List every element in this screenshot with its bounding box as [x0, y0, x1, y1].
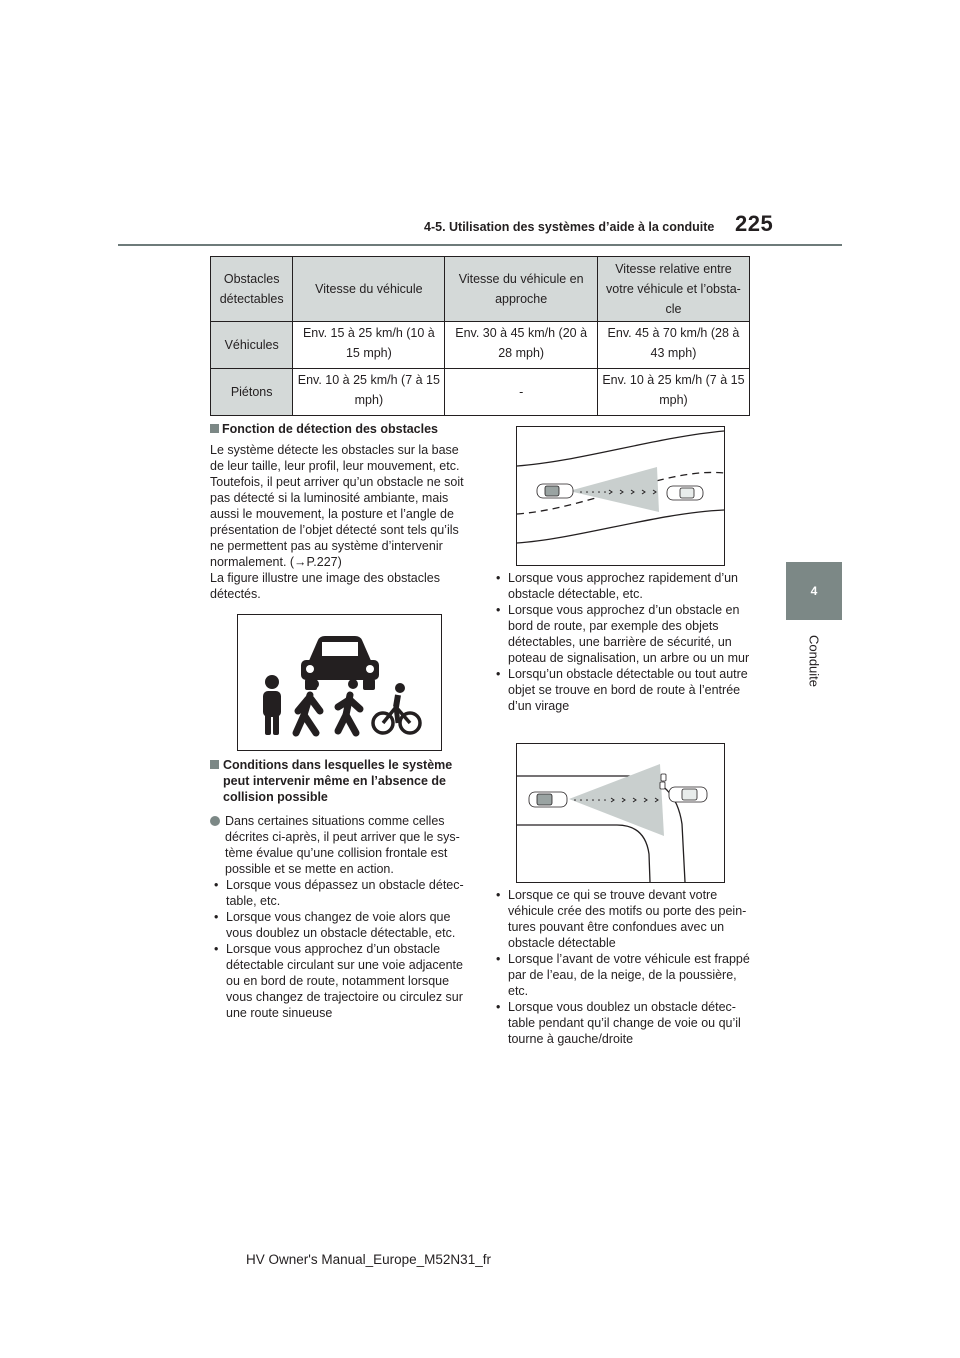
- table-cell: Env. 10 à 25 km/h (7 à 15 mph): [597, 369, 749, 416]
- section-heading: Fonction de détection des obstacles: [210, 421, 475, 437]
- square-bullet-icon: [210, 424, 219, 433]
- table-cell: Piétons: [211, 369, 293, 416]
- list-item: • Lorsqu’un obstacle détectable ou tout autre objet se trouve en bord de route à l’entrée d’un virage: [492, 666, 752, 714]
- list-item: • Lorsque vous dépassez un obstacle détec-table, etc.: [210, 877, 475, 909]
- section-heading: Conditions dans lesquelles le système peut intervenir même en l’absence de collision possible: [210, 757, 475, 805]
- table-cell: Env. 45 à 70 km/h (28 à 43 mph): [597, 322, 749, 369]
- footer-text: HV Owner's Manual_Europe_M52N31_fr: [246, 1252, 491, 1267]
- table-cell: Véhicules: [211, 322, 293, 369]
- section-title: 4-5. Utilisation des systèmes d’aide à la conduite: [424, 220, 715, 234]
- table-header: Vitesse du véhicule: [293, 257, 445, 322]
- list-item: • Lorsque vous approchez d’un obstacle détectable circulant sur une voie adjacente ou en bord de route, notamment lorsque vous changez de trajectoire ou circulez sur une route sinueuse: [210, 941, 475, 1021]
- table-row: [211, 322, 750, 369]
- table-header: Obstacles détectables: [211, 257, 293, 322]
- table-row: [211, 369, 750, 416]
- table-header: Vitesse du véhicule en approche: [445, 257, 597, 322]
- conditions-list-right-1: [492, 570, 752, 714]
- square-bullet-icon: [210, 760, 219, 769]
- list-item: • Lorsque l’avant de votre véhicule est frappé par de l’eau, de la neige, de la poussière, etc.: [492, 951, 754, 999]
- body-text: La figure illustre une image des obstacles détectés.: [210, 571, 440, 601]
- chapter-tab: 4: [786, 562, 842, 620]
- table-header: Vitesse relative entre votre véhicule et l’obsta-cle: [597, 257, 749, 322]
- pedestrian-running-icon: [338, 679, 360, 733]
- sinuous-road-figure: [516, 426, 725, 566]
- cyclist-icon: [373, 683, 420, 733]
- intro-text: Dans certaines situations comme celles décrites ci-après, il peut arriver que le sys-tème évalue qu’une collision frontale est possible et se mette en action.: [210, 813, 475, 877]
- table-cell: -: [445, 369, 597, 416]
- list-item: • Lorsque ce qui se trouve devant votre véhicule crée des motifs ou porte des pein-tures pouvant être confondues avec un obstacle détectable: [492, 887, 754, 951]
- section-detection: [210, 421, 475, 602]
- section-conditions: [210, 757, 475, 1021]
- chapter-label-text: Conduite: [806, 634, 822, 688]
- header-divider: [118, 244, 842, 246]
- body-text: Le système détecte les obstacles sur la base de leur taille, leur profil, leur mouvement, etc. Toutefois, il peut arriver qu’un obstacle ne soit pas détecté si la luminosité ambiante, mais aussi le mouvement, la posture et l’angle de présentation de l’objet détecté sont tels qu’ils ne permettent pas au système d’intervenir normalement. (→P.227): [210, 443, 464, 569]
- conditions-list: [210, 877, 475, 1021]
- circle-bullet-icon: [210, 816, 220, 826]
- list-item: • Lorsque vous changez de voie alors que vous doublez un obstacle détectable, etc.: [210, 909, 475, 941]
- page-number: 225: [735, 211, 774, 236]
- obstacles-figure: [237, 614, 442, 751]
- list-item: • Lorsque vous approchez rapidement d’un obstacle détectable, etc.: [492, 570, 752, 602]
- table-cell: Env. 15 à 25 km/h (10 à 15 mph): [293, 322, 445, 369]
- curve-road-figure: [516, 743, 725, 883]
- speed-table: [210, 256, 750, 416]
- pedestrian-standing-icon: [263, 675, 281, 735]
- conditions-list-right-2: [492, 887, 754, 1047]
- table-cell: Env. 10 à 25 km/h (7 à 15 mph): [293, 369, 445, 416]
- chapter-label: [786, 626, 842, 696]
- table-cell: Env. 30 à 45 km/h (20 à 28 mph): [445, 322, 597, 369]
- list-item: • Lorsque vous doublez un obstacle détec-table pendant qu’il change de voie ou qu’il tourne à gauche/droite: [492, 999, 754, 1047]
- list-item: • Lorsque vous approchez d’un obstacle en bord de route, par exemple des objets détectables, une barrière de sécurité, un poteau de signalisation, un arbre ou un mur: [492, 602, 752, 666]
